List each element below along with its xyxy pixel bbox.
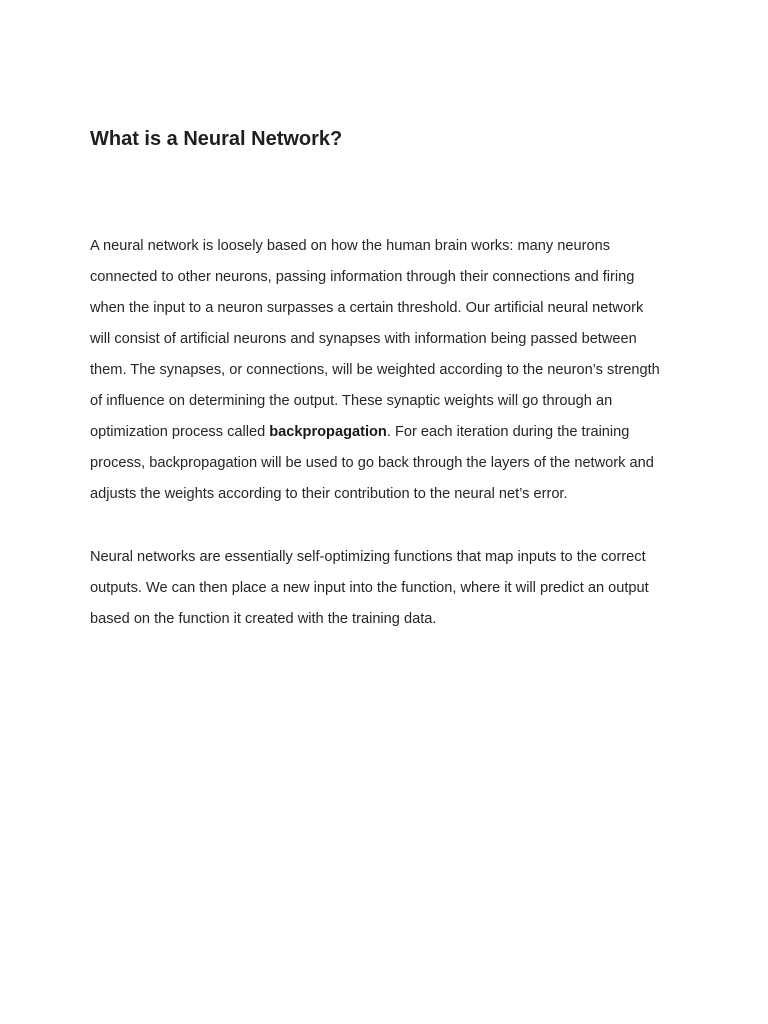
paragraph-neural-network-description — [90, 231, 690, 510]
paragraph-line: them. The synapses, or connections, will be weighted according to the neuron’s strength — [90, 362, 660, 378]
paragraph-line: A neural network is loosely based on how the human brain works: many neurons — [90, 238, 610, 254]
paragraph-line: based on the function it created with the training data. — [90, 611, 437, 627]
paragraph-line — [90, 417, 690, 448]
paragraph-line: Neural networks are essentially self-optimizing functions that map inputs to the correct — [90, 549, 646, 565]
paragraph-line: when the input to a neuron surpasses a certain threshold. Our artificial neural network — [90, 300, 644, 316]
line-text: optimization process called — [90, 424, 270, 440]
line-text: . For each iteration during the training — [386, 424, 630, 440]
paragraph-line: adjusts the weights according to their contribution to the neural net’s error. — [90, 486, 568, 502]
paragraph-line: connected to other neurons, passing information through their connections and firing — [90, 269, 635, 285]
paragraph-line: of influence on determining the output. These synaptic weights will go through an — [90, 393, 613, 409]
paragraph-line: will consist of artificial neurons and synapses with information being passed between — [90, 331, 637, 347]
paragraph-line: outputs. We can then place a new input into the function, where it will predict an output — [90, 580, 649, 596]
document-title: What is a Neural Network? — [90, 128, 343, 150]
paragraph-line: process, backpropagation will be used to go back through the layers of the network and — [90, 455, 654, 471]
bold-term-backpropagation: backpropagation — [269, 424, 387, 440]
paragraph-self-optimizing-functions — [90, 542, 690, 635]
